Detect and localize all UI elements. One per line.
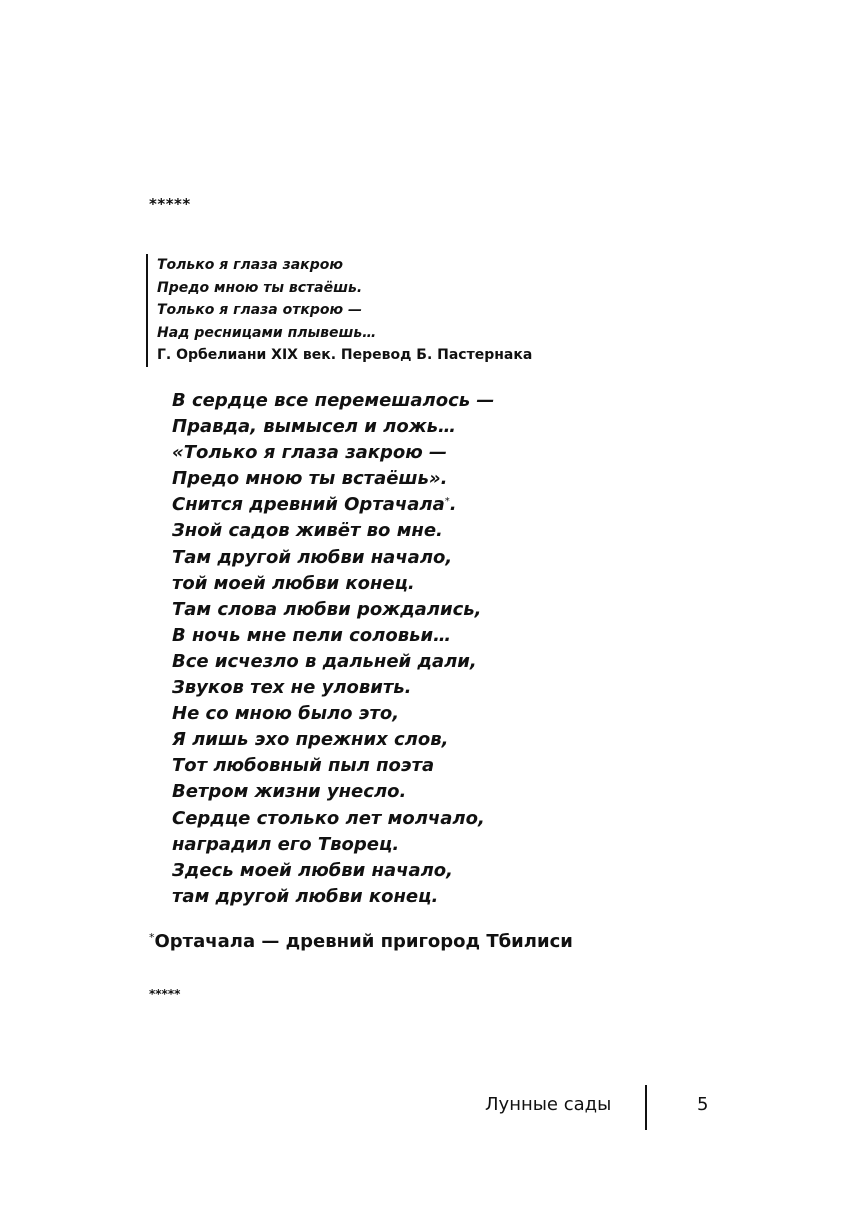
footnote-text: Ортачала — древний пригород Тбилиси — [154, 931, 573, 952]
poem-line-text: Снится древний Ортачала — [172, 494, 445, 516]
poem-line: Правда, вымысел и ложь… — [172, 416, 456, 438]
section-separator-top: ***** — [149, 195, 191, 213]
poem-line: «Только я глаза закрою — — [172, 442, 448, 464]
footnote — [149, 931, 573, 952]
poem-line: там другой любви конец. — [172, 885, 439, 907]
poem-line: Здесь моей любви начало, — [172, 859, 454, 881]
epigraph-line: Только я глаза открою — — [157, 302, 362, 319]
epigraph-block — [146, 254, 532, 367]
poem-line: Ветром жизни унесло. — [172, 781, 407, 803]
poem-line: В сердце все перемешалось — — [172, 390, 495, 411]
section-separator-bottom: ***** — [149, 987, 181, 1001]
poem-line: Там другой любви начало, — [172, 546, 453, 568]
poem-line: Там слова любви рождались, — [172, 598, 482, 620]
poem-line: той моей любви конец. — [172, 572, 415, 594]
poem-line: Сердце столько лет молчало, — [172, 807, 485, 829]
footer-divider — [645, 1085, 647, 1130]
poem-line: Звуков тех не уловить. — [172, 677, 412, 699]
page-number: 5 — [697, 1094, 709, 1115]
epigraph-line: Над ресницами плывешь… — [157, 324, 377, 341]
poem-line-punctuation: . — [449, 494, 457, 516]
poem-line: В ночь мне пели соловьи… — [172, 624, 452, 646]
poem-line: Все исчезло в дальней дали, — [172, 650, 477, 672]
epigraph-line: Предо мною ты встаёшь. — [157, 279, 363, 296]
epigraph-attribution: Г. Орбелиани XIX век. Перевод Б. Пастернака — [157, 347, 533, 364]
footnote-marker: * — [149, 931, 155, 944]
poem-line: наградил его Творец. — [172, 833, 400, 855]
epigraph-line: Только я глаза закрою — [157, 257, 343, 273]
poem-line: Я лишь эхо прежних слов, — [172, 729, 449, 751]
poem-body — [172, 388, 494, 910]
footnote-reference: * — [444, 496, 450, 508]
poem-line: Зной садов живёт во мне. — [172, 520, 443, 542]
poem-line: Тот любовный пыл поэта — [172, 755, 435, 777]
poem-line: Предо мною ты встаёшь». — [172, 468, 448, 490]
poem-line: Не со мною было это, — [172, 703, 400, 725]
poem-line-with-footnote — [172, 492, 494, 518]
running-title: Лунные сады — [485, 1094, 612, 1115]
